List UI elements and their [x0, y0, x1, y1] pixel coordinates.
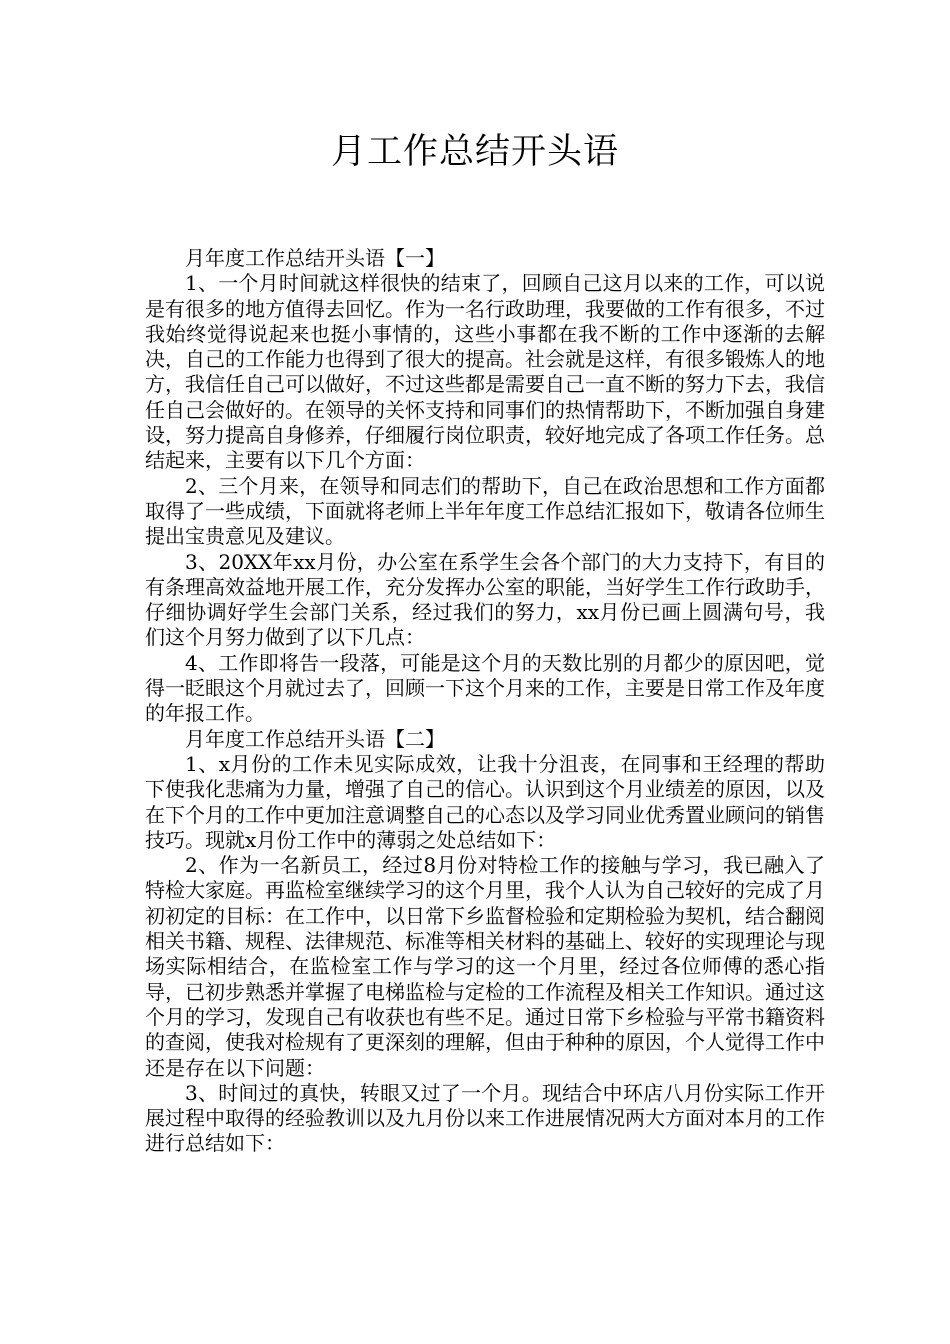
document-body	[145, 246, 825, 1157]
section-heading-1: 月年度工作总结开头语【一】	[185, 246, 445, 270]
paragraph: 4、工作即将告一段落，可能是这个月的天数比别的月都少的原因吧，觉得一眨眼这个月就过去了，回顾一下这个月来的工作，主要是日常工作及年度的年报工作。	[145, 650, 825, 726]
paragraph: 2、三个月来，在领导和同志们的帮助下，自己在政治思想和工作方面都取得了一些成绩，下面就将老师上半年年度工作总结汇报如下，敬请各位师生提出宝贵意见及建议。	[145, 473, 825, 549]
paragraph: 3、时间过的真快，转眼又过了一个月。现结合中环店八月份实际工作开展过程中取得的经验教训以及九月份以来工作进展情况两大方面对本月的工作进行总结如下：	[145, 1080, 825, 1156]
paragraph: 1、一个月时间就这样很快的结束了，回顾自己这月以来的工作，可以说是有很多的地方值得去回忆。作为一名行政助理，我要做的工作有很多，不过我始终觉得说起来也挺小事情的，这些小事都在我不断的工作中逐渐的去解决，自己的工作能力也得到了很大的提高。社会就是这样，有很多锻炼人的地方，我信任自己可以做好，不过这些都是需要自己一直不断的努力下去，我信任自己会做好的。在领导的关怀支持和同事们的热情帮助下，不断加强自身建设，努力提高自身修养，仔细履行岗位职责，较好地完成了各项工作任务。总结起来，主要有以下几个方面：	[145, 271, 825, 473]
paragraph: 3、20XX年xx月份，办公室在系学生会各个部门的大力支持下，有目的有条理高效益地开展工作，充分发挥办公室的职能，当好学生工作行政助手，仔细协调好学生会部门关系，经过我们的努力，xx月份已画上圆满句号，我们这个月努力做到了以下几点：	[145, 549, 825, 650]
document-title: 月工作总结开头语	[330, 132, 619, 172]
section-heading-2: 月年度工作总结开头语【二】	[185, 726, 445, 751]
paragraph: 2、作为一名新员工，经过8月份对特检工作的接触与学习，我已融入了特检大家庭。再监检室继续学习的这个月里，我个人认为自己较好的完成了月初初定的目标：在工作中，以日常下乡监督检验和定期检验为契机，结合翻阅相关书籍、规程、法律规范、标准等相关材料的基础上、较好的实现理论与现场实际相结合，在监检室工作与学习的这一个月里，经过各位师傅的悉心指导，已初步熟悉并掌握了电梯监检与定检的工作流程及相关工作知识。通过这个月的学习，发现自己有收获也有些不足。通过日常下乡检验与平常书籍资料的查阅，使我对检规有了更深刻的理解，但由于种种的原因，个人觉得工作中还是存在以下问题：	[145, 853, 825, 1080]
paragraph: 1、x月份的工作未见实际成效，让我十分沮丧，在同事和王经理的帮助下使我化悲痛为力量，增强了自己的信心。认识到这个月业绩差的原因，以及在下个月的工作中更加注意调整自己的心态以及学习同业优秀置业顾问的销售技巧。现就x月份工作中的薄弱之处总结如下：	[145, 751, 825, 852]
